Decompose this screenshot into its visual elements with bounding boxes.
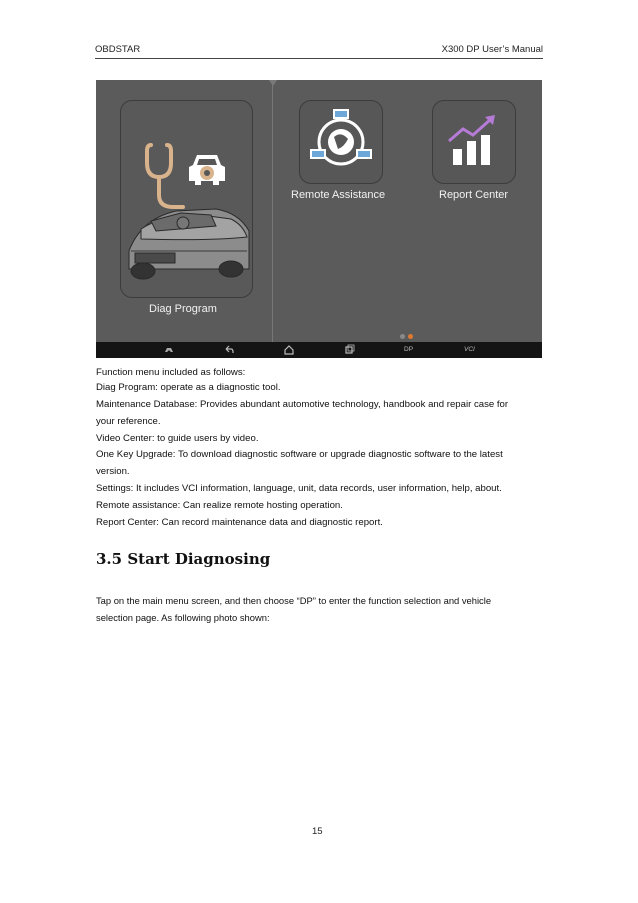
text-line: Function menu included as follows: bbox=[96, 367, 246, 378]
report-center-label: Report Center bbox=[439, 189, 509, 201]
remote-assistance-tile[interactable] bbox=[299, 100, 383, 184]
page-dot[interactable] bbox=[400, 334, 405, 339]
stethoscope-icon bbox=[143, 141, 191, 211]
page-number: 15 bbox=[312, 826, 323, 837]
remote-assistance-label: Remote Assistance bbox=[291, 189, 386, 201]
header-manual-title: X300 DP User’s Manual bbox=[441, 44, 543, 55]
text-line: your reference. bbox=[96, 416, 161, 427]
section-heading: 3.5 Start Diagnosing bbox=[96, 550, 271, 568]
text-line: One Key Upgrade: To download diagnostic software or upgrade diagnostic software to the latest bbox=[96, 449, 503, 460]
back-icon[interactable] bbox=[223, 342, 235, 358]
vci-icon[interactable]: VCI bbox=[464, 346, 475, 353]
divider-marker bbox=[269, 80, 277, 86]
paragraph-line: Tap on the main menu screen, and then choose “DP” to enter the function selection and vehicle bbox=[96, 595, 492, 606]
header-brand: OBDSTAR bbox=[95, 44, 141, 55]
text-line: Diag Program: operate as a diagnostic tool. bbox=[96, 382, 281, 393]
text-line: Remote assistance: Can realize remote hosting operation. bbox=[96, 500, 343, 511]
obd-icon[interactable] bbox=[163, 342, 175, 358]
recent-apps-icon[interactable] bbox=[343, 342, 355, 358]
system-navbar bbox=[96, 342, 542, 358]
divider-line bbox=[272, 80, 273, 342]
bar-chart-icon bbox=[433, 101, 515, 183]
page-header bbox=[95, 44, 543, 58]
report-center-tile[interactable] bbox=[432, 100, 516, 184]
diag-program-label: Diag Program bbox=[149, 303, 217, 315]
globe-network-icon bbox=[300, 101, 382, 183]
home-icon[interactable] bbox=[283, 342, 295, 358]
diag-program-tile[interactable] bbox=[120, 100, 253, 298]
page-dot-active[interactable] bbox=[408, 334, 413, 339]
text-line: Video Center: to guide users by video. bbox=[96, 433, 259, 444]
car-icon bbox=[185, 151, 229, 191]
header-rule bbox=[95, 58, 543, 59]
text-line: Settings: It includes VCI information, language, unit, data records, user information, help, about. bbox=[96, 483, 502, 494]
paragraph-line: selection page. As following photo shown: bbox=[96, 612, 270, 623]
text-line: version. bbox=[96, 466, 130, 477]
main-menu-screenshot bbox=[96, 80, 542, 358]
text-line: Maintenance Database: Provides abundant automotive technology, handbook and repair case for bbox=[96, 399, 509, 410]
dp-button[interactable]: DP bbox=[404, 346, 414, 353]
text-line: Report Center: Can record maintenance data and diagnostic report. bbox=[96, 517, 383, 528]
